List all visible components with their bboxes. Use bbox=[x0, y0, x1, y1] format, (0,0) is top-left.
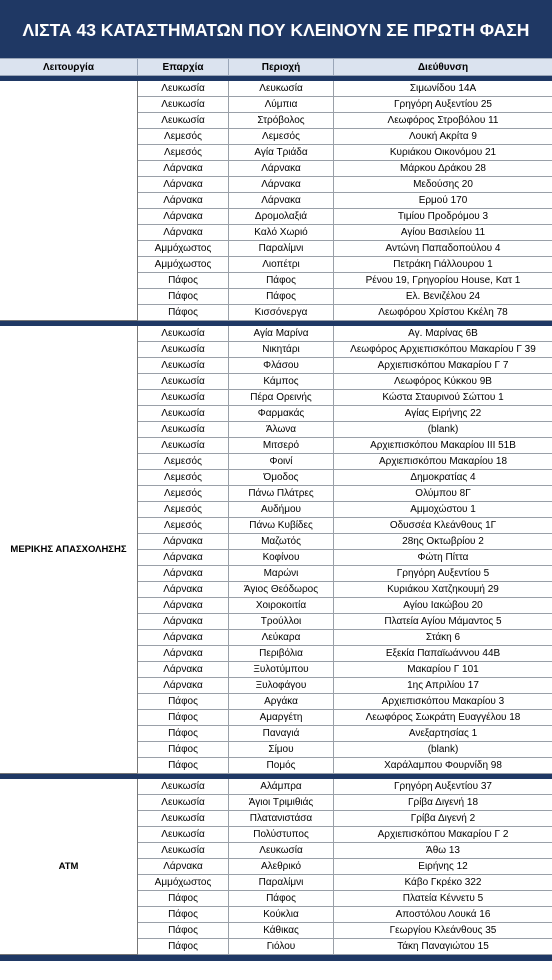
table-row bbox=[138, 518, 552, 534]
address-cell: Λεωφόρος Στροβόλου 11 bbox=[387, 115, 499, 126]
table-row bbox=[138, 779, 552, 795]
address-cell: Λεωφόρου Χρίστου Κκέλη 78 bbox=[378, 307, 508, 318]
function-cell: ΜΕΡΙΚΗΣ ΑΠΑΣΧΟΛΗΣΗΣ bbox=[0, 326, 138, 774]
table-row bbox=[138, 326, 552, 342]
address-cell: Λεωφόρος Σωκράτη Ευαγγέλου 18 bbox=[365, 712, 521, 723]
area-cell: Λάρνακα bbox=[229, 193, 334, 208]
address-cell: Μακαρίου Γ 101 bbox=[407, 664, 479, 675]
table-row bbox=[138, 758, 552, 774]
district-cell: Λευκωσία bbox=[138, 438, 229, 453]
table-row bbox=[138, 582, 552, 598]
area-cell: Λευκωσία bbox=[229, 843, 334, 858]
address-cell: Αποστόλου Λουκά 16 bbox=[395, 909, 491, 920]
table-row bbox=[138, 891, 552, 907]
district-cell: Πάφος bbox=[138, 710, 229, 725]
address-cell: (blank) bbox=[427, 424, 459, 435]
district-cell: Λεμεσός bbox=[138, 486, 229, 501]
area-cell: Καλό Χωριό bbox=[229, 225, 334, 240]
table-row bbox=[138, 843, 552, 859]
column-header-district: Επαρχία bbox=[138, 59, 229, 75]
address-cell: Δημοκρατίας 4 bbox=[410, 472, 476, 483]
address-cell: Σιμωνίδου 14Α bbox=[409, 83, 477, 94]
table-row bbox=[138, 289, 552, 305]
address-cell: Αρχιεπισκόπου Μακαρίου 18 bbox=[378, 456, 508, 467]
district-cell: Λευκωσία bbox=[138, 97, 229, 112]
address-cell: Ερμού 170 bbox=[418, 195, 468, 206]
district-cell: Λευκωσία bbox=[138, 342, 229, 357]
area-cell: Κάθικας bbox=[229, 923, 334, 938]
address-cell: 1ης Απριλίου 17 bbox=[407, 680, 479, 691]
area-cell: Αυδήμου bbox=[229, 502, 334, 517]
area-cell: Αλάμπρα bbox=[229, 779, 334, 794]
address-cell: Ολύμπου 8Γ bbox=[415, 488, 471, 499]
table-row bbox=[138, 550, 552, 566]
address-cell: Φώτη Πίττα bbox=[417, 552, 469, 563]
district-cell: Πάφος bbox=[138, 305, 229, 320]
district-cell: Λεμεσός bbox=[138, 518, 229, 533]
table-row bbox=[138, 209, 552, 225]
address-cell: Αγίου Βασιλείου 11 bbox=[400, 227, 486, 238]
district-cell: Λάρνακα bbox=[138, 534, 229, 549]
table-row bbox=[138, 342, 552, 358]
table-row bbox=[138, 795, 552, 811]
district-cell: Λευκωσία bbox=[138, 390, 229, 405]
area-cell: Άλωνα bbox=[229, 422, 334, 437]
district-cell: Λεμεσός bbox=[138, 470, 229, 485]
column-header-row bbox=[0, 58, 552, 76]
area-cell: Λεμεσός bbox=[229, 129, 334, 144]
table-row bbox=[138, 486, 552, 502]
area-cell: Πάφος bbox=[229, 891, 334, 906]
address-cell: Αγ. Μαρίνας 6Β bbox=[408, 328, 478, 339]
address-cell: Πετράκη Γιάλλουρου 1 bbox=[393, 259, 493, 270]
table-row bbox=[138, 113, 552, 129]
table-section bbox=[0, 81, 552, 321]
table-row bbox=[138, 81, 552, 97]
area-cell: Σίμου bbox=[229, 742, 334, 757]
address-cell: Πλατεία Κέννετυ 5 bbox=[402, 893, 484, 904]
table-row bbox=[138, 454, 552, 470]
area-cell: Πλατανιστάσα bbox=[229, 811, 334, 826]
table-row bbox=[138, 859, 552, 875]
table-row bbox=[138, 694, 552, 710]
district-cell: Λάρνακα bbox=[138, 630, 229, 645]
address-cell: Λεωφόρος Αρχιεπισκόπου Μακαρίου Γ 39 bbox=[350, 344, 536, 355]
district-cell: Λάρνακα bbox=[138, 566, 229, 581]
table-row bbox=[138, 422, 552, 438]
address-cell: Εξεκία Παπαϊωάννου 44Β bbox=[385, 648, 501, 659]
area-cell: Παναγιά bbox=[229, 726, 334, 741]
district-cell: Λευκωσία bbox=[138, 374, 229, 389]
address-cell: Αρχιεπισκόπου Μακαρίου ΙΙΙ 51Β bbox=[370, 440, 516, 451]
district-cell: Πάφος bbox=[138, 289, 229, 304]
district-cell: Πάφος bbox=[138, 694, 229, 709]
table-row bbox=[138, 193, 552, 209]
district-cell: Λευκωσία bbox=[138, 779, 229, 794]
area-cell: Τρούλλοι bbox=[229, 614, 334, 629]
table-row bbox=[138, 811, 552, 827]
address-cell: Ειρήνης 12 bbox=[418, 861, 468, 872]
table-row bbox=[138, 630, 552, 646]
district-cell: Λεμεσός bbox=[138, 129, 229, 144]
address-cell: Γρίβα Διγενή 18 bbox=[408, 797, 478, 808]
table-row bbox=[138, 710, 552, 726]
area-cell: Γιόλου bbox=[229, 939, 334, 954]
district-cell: Λευκωσία bbox=[138, 406, 229, 421]
address-cell: Οδυσσέα Κλεάνθους 1Γ bbox=[389, 520, 497, 531]
district-cell: Λάρνακα bbox=[138, 859, 229, 874]
table-body bbox=[0, 76, 552, 955]
district-cell: Λάρνακα bbox=[138, 209, 229, 224]
table-row bbox=[138, 923, 552, 939]
area-cell: Ξυλοφάγου bbox=[229, 678, 334, 693]
area-cell: Όμοδος bbox=[229, 470, 334, 485]
address-cell: Πλατεία Αγίου Μάμαντος 5 bbox=[384, 616, 502, 627]
table-row bbox=[138, 406, 552, 422]
address-cell: Στάκη 6 bbox=[425, 632, 461, 643]
area-cell: Πάνω Πλάτρες bbox=[229, 486, 334, 501]
area-cell: Λάρνακα bbox=[229, 161, 334, 176]
area-cell: Κοφίνου bbox=[229, 550, 334, 565]
table-row bbox=[138, 257, 552, 273]
address-cell: Μεδούσης 20 bbox=[413, 179, 473, 190]
area-cell: Χοιροκοιτία bbox=[229, 598, 334, 613]
district-cell: Λάρνακα bbox=[138, 678, 229, 693]
address-cell: Αμμοχώστου 1 bbox=[410, 504, 476, 515]
address-cell: Αγίας Ειρήνης 22 bbox=[404, 408, 482, 419]
address-cell: Ελ. Βενιζέλου 24 bbox=[405, 291, 481, 302]
address-cell: Γρηγόρη Αυξεντίου 5 bbox=[396, 568, 490, 579]
table-row bbox=[138, 502, 552, 518]
district-cell: Λάρνακα bbox=[138, 582, 229, 597]
table-row bbox=[138, 438, 552, 454]
column-header-function: Λειτουργία bbox=[0, 59, 138, 75]
area-cell: Λύμπια bbox=[229, 97, 334, 112]
table-row bbox=[138, 145, 552, 161]
district-cell: Λεμεσός bbox=[138, 145, 229, 160]
area-cell: Δρομολαξιά bbox=[229, 209, 334, 224]
address-cell: Κώστα Σταυρινού Σώττου 1 bbox=[382, 392, 504, 403]
table-row bbox=[138, 470, 552, 486]
district-cell: Αμμόχωστος bbox=[138, 241, 229, 256]
district-cell: Λάρνακα bbox=[138, 193, 229, 208]
area-cell: Μαρώνι bbox=[229, 566, 334, 581]
area-cell: Λάρνακα bbox=[229, 177, 334, 192]
district-cell: Λεμεσός bbox=[138, 502, 229, 517]
district-cell: Λάρνακα bbox=[138, 598, 229, 613]
table-row bbox=[138, 305, 552, 321]
table-row bbox=[138, 726, 552, 742]
area-cell: Πάφος bbox=[229, 273, 334, 288]
address-cell: (blank) bbox=[427, 744, 459, 755]
area-cell: Στρόβολος bbox=[229, 113, 334, 128]
district-cell: Πάφος bbox=[138, 939, 229, 954]
table-row bbox=[138, 241, 552, 257]
table-row bbox=[138, 662, 552, 678]
area-cell: Πολύστυπος bbox=[229, 827, 334, 842]
address-cell: Γρίβα Διγενή 2 bbox=[410, 813, 476, 824]
area-cell: Αλεθρικό bbox=[229, 859, 334, 874]
area-cell: Ξυλοτύμπου bbox=[229, 662, 334, 677]
address-cell: Αντώνη Παπαδοπούλου 4 bbox=[385, 243, 501, 254]
district-cell: Λεμεσός bbox=[138, 454, 229, 469]
table-row bbox=[138, 907, 552, 923]
table-row bbox=[138, 678, 552, 694]
column-header-area: Περιοχή bbox=[229, 59, 334, 75]
address-cell: Κυριάκου Χατζηκουμή 29 bbox=[387, 584, 499, 595]
table-row bbox=[138, 97, 552, 113]
district-cell: Λάρνακα bbox=[138, 177, 229, 192]
address-cell: Αρχιεπισκόπου Μακαρίου Γ 2 bbox=[377, 829, 509, 840]
table-section bbox=[0, 326, 552, 774]
area-cell: Πάνω Κυβίδες bbox=[229, 518, 334, 533]
area-cell: Πομός bbox=[229, 758, 334, 773]
table-row bbox=[138, 358, 552, 374]
district-cell: Λάρνακα bbox=[138, 662, 229, 677]
district-cell: Λάρνακα bbox=[138, 646, 229, 661]
district-cell: Πάφος bbox=[138, 907, 229, 922]
district-cell: Λευκωσία bbox=[138, 422, 229, 437]
area-cell: Λιοπέτρι bbox=[229, 257, 334, 272]
table-row bbox=[138, 129, 552, 145]
table-row bbox=[138, 614, 552, 630]
area-cell: Αγία Τριάδα bbox=[229, 145, 334, 160]
district-cell: Πάφος bbox=[138, 742, 229, 757]
area-cell: Αργάκα bbox=[229, 694, 334, 709]
district-cell: Λάρνακα bbox=[138, 225, 229, 240]
district-cell: Πάφος bbox=[138, 273, 229, 288]
area-cell: Κούκλια bbox=[229, 907, 334, 922]
district-cell: Λευκωσία bbox=[138, 358, 229, 373]
district-cell: Λευκωσία bbox=[138, 326, 229, 341]
district-cell: Λευκωσία bbox=[138, 843, 229, 858]
area-cell: Αγία Μαρίνα bbox=[229, 326, 334, 341]
area-cell: Λευκωσία bbox=[229, 81, 334, 96]
district-cell: Πάφος bbox=[138, 923, 229, 938]
table-row bbox=[138, 374, 552, 390]
area-cell: Πάφος bbox=[229, 289, 334, 304]
address-cell: Αγίου Ιακώβου 20 bbox=[403, 600, 483, 611]
address-cell: Αρχιεπισκόπου Μακαρίου Γ 7 bbox=[377, 360, 509, 371]
table-row bbox=[138, 273, 552, 289]
district-cell: Λευκωσία bbox=[138, 81, 229, 96]
address-cell: Γρηγόρη Αυξεντίου 37 bbox=[394, 781, 492, 792]
address-cell: Τιμίου Προδρόμου 3 bbox=[397, 211, 489, 222]
area-cell: Φαρμακάς bbox=[229, 406, 334, 421]
table-row bbox=[138, 566, 552, 582]
area-cell: Πέρα Ορεινής bbox=[229, 390, 334, 405]
address-cell: Λεωφόρος Κύκκου 9Β bbox=[394, 376, 492, 387]
area-cell: Παραλίμνι bbox=[229, 875, 334, 890]
area-cell: Μαζωτός bbox=[229, 534, 334, 549]
area-cell: Παραλίμνι bbox=[229, 241, 334, 256]
area-cell: Νικητάρι bbox=[229, 342, 334, 357]
table-row bbox=[138, 161, 552, 177]
district-cell: Λάρνακα bbox=[138, 550, 229, 565]
address-cell: Αρχιεπισκόπου Μακαρίου 3 bbox=[381, 696, 505, 707]
table-footer-bar bbox=[0, 955, 552, 961]
address-cell: Γεωργίου Κλεάνθους 35 bbox=[389, 925, 497, 936]
district-cell: Πάφος bbox=[138, 758, 229, 773]
address-cell: Τάκη Παναγιώτου 15 bbox=[397, 941, 489, 952]
district-cell: Λευκωσία bbox=[138, 827, 229, 842]
address-cell: Κάβο Γκρέκο 322 bbox=[404, 877, 482, 888]
function-cell bbox=[0, 81, 138, 321]
area-cell: Λεύκαρα bbox=[229, 630, 334, 645]
table-row bbox=[138, 598, 552, 614]
function-cell: ATM bbox=[0, 779, 138, 955]
district-cell: Λευκωσία bbox=[138, 113, 229, 128]
district-cell: Λάρνακα bbox=[138, 161, 229, 176]
address-cell: Χαράλαμπου Φουρνίδη 98 bbox=[384, 760, 502, 771]
area-cell: Κισσόνεργα bbox=[229, 305, 334, 320]
sheet-title: ΛΙΣΤΑ 43 ΚΑΤΑΣΤΗΜΑΤΩΝ ΠΟΥ ΚΛΕΙΝΟΥΝ ΣΕ ΠΡΩΤΗ ΦΑΣΗ bbox=[0, 0, 552, 58]
address-cell: Λουκή Ακρίτα 9 bbox=[408, 131, 477, 142]
area-cell: Μιτσερό bbox=[229, 438, 334, 453]
area-cell: Φοινί bbox=[229, 454, 334, 469]
table-row bbox=[138, 646, 552, 662]
district-cell: Πάφος bbox=[138, 891, 229, 906]
table-row bbox=[138, 177, 552, 193]
area-cell: Άγιος Θεόδωρος bbox=[229, 582, 334, 597]
address-cell: Ρένου 19, Γρηγορίου House, Κατ 1 bbox=[365, 275, 521, 286]
district-cell: Πάφος bbox=[138, 726, 229, 741]
table-row bbox=[138, 875, 552, 891]
district-cell: Λευκωσία bbox=[138, 795, 229, 810]
table-row bbox=[138, 827, 552, 843]
address-cell: Κυριάκου Οικονόμου 21 bbox=[389, 147, 497, 158]
table-row bbox=[138, 390, 552, 406]
table-row bbox=[138, 534, 552, 550]
address-cell: Γρηγόρη Αυξεντίου 25 bbox=[394, 99, 492, 110]
area-cell: Περιβόλια bbox=[229, 646, 334, 661]
column-header-address: Διεύθυνση bbox=[417, 61, 469, 73]
address-cell: Άθω 13 bbox=[426, 845, 460, 856]
table-section bbox=[0, 779, 552, 955]
address-cell: Μάρκου Δράκου 28 bbox=[400, 163, 486, 174]
address-cell: 28ης Οκτωβρίου 2 bbox=[402, 536, 484, 547]
address-cell: Ανεξαρτησίας 1 bbox=[408, 728, 478, 739]
area-cell: Κάμπος bbox=[229, 374, 334, 389]
table-row bbox=[138, 225, 552, 241]
table-row bbox=[138, 742, 552, 758]
area-cell: Άγιοι Τριμιθιάς bbox=[229, 795, 334, 810]
district-cell: Αμμόχωστος bbox=[138, 875, 229, 890]
district-cell: Λευκωσία bbox=[138, 811, 229, 826]
table-row bbox=[138, 939, 552, 955]
area-cell: Αμαργέτη bbox=[229, 710, 334, 725]
district-cell: Αμμόχωστος bbox=[138, 257, 229, 272]
area-cell: Φλάσου bbox=[229, 358, 334, 373]
district-cell: Λάρνακα bbox=[138, 614, 229, 629]
